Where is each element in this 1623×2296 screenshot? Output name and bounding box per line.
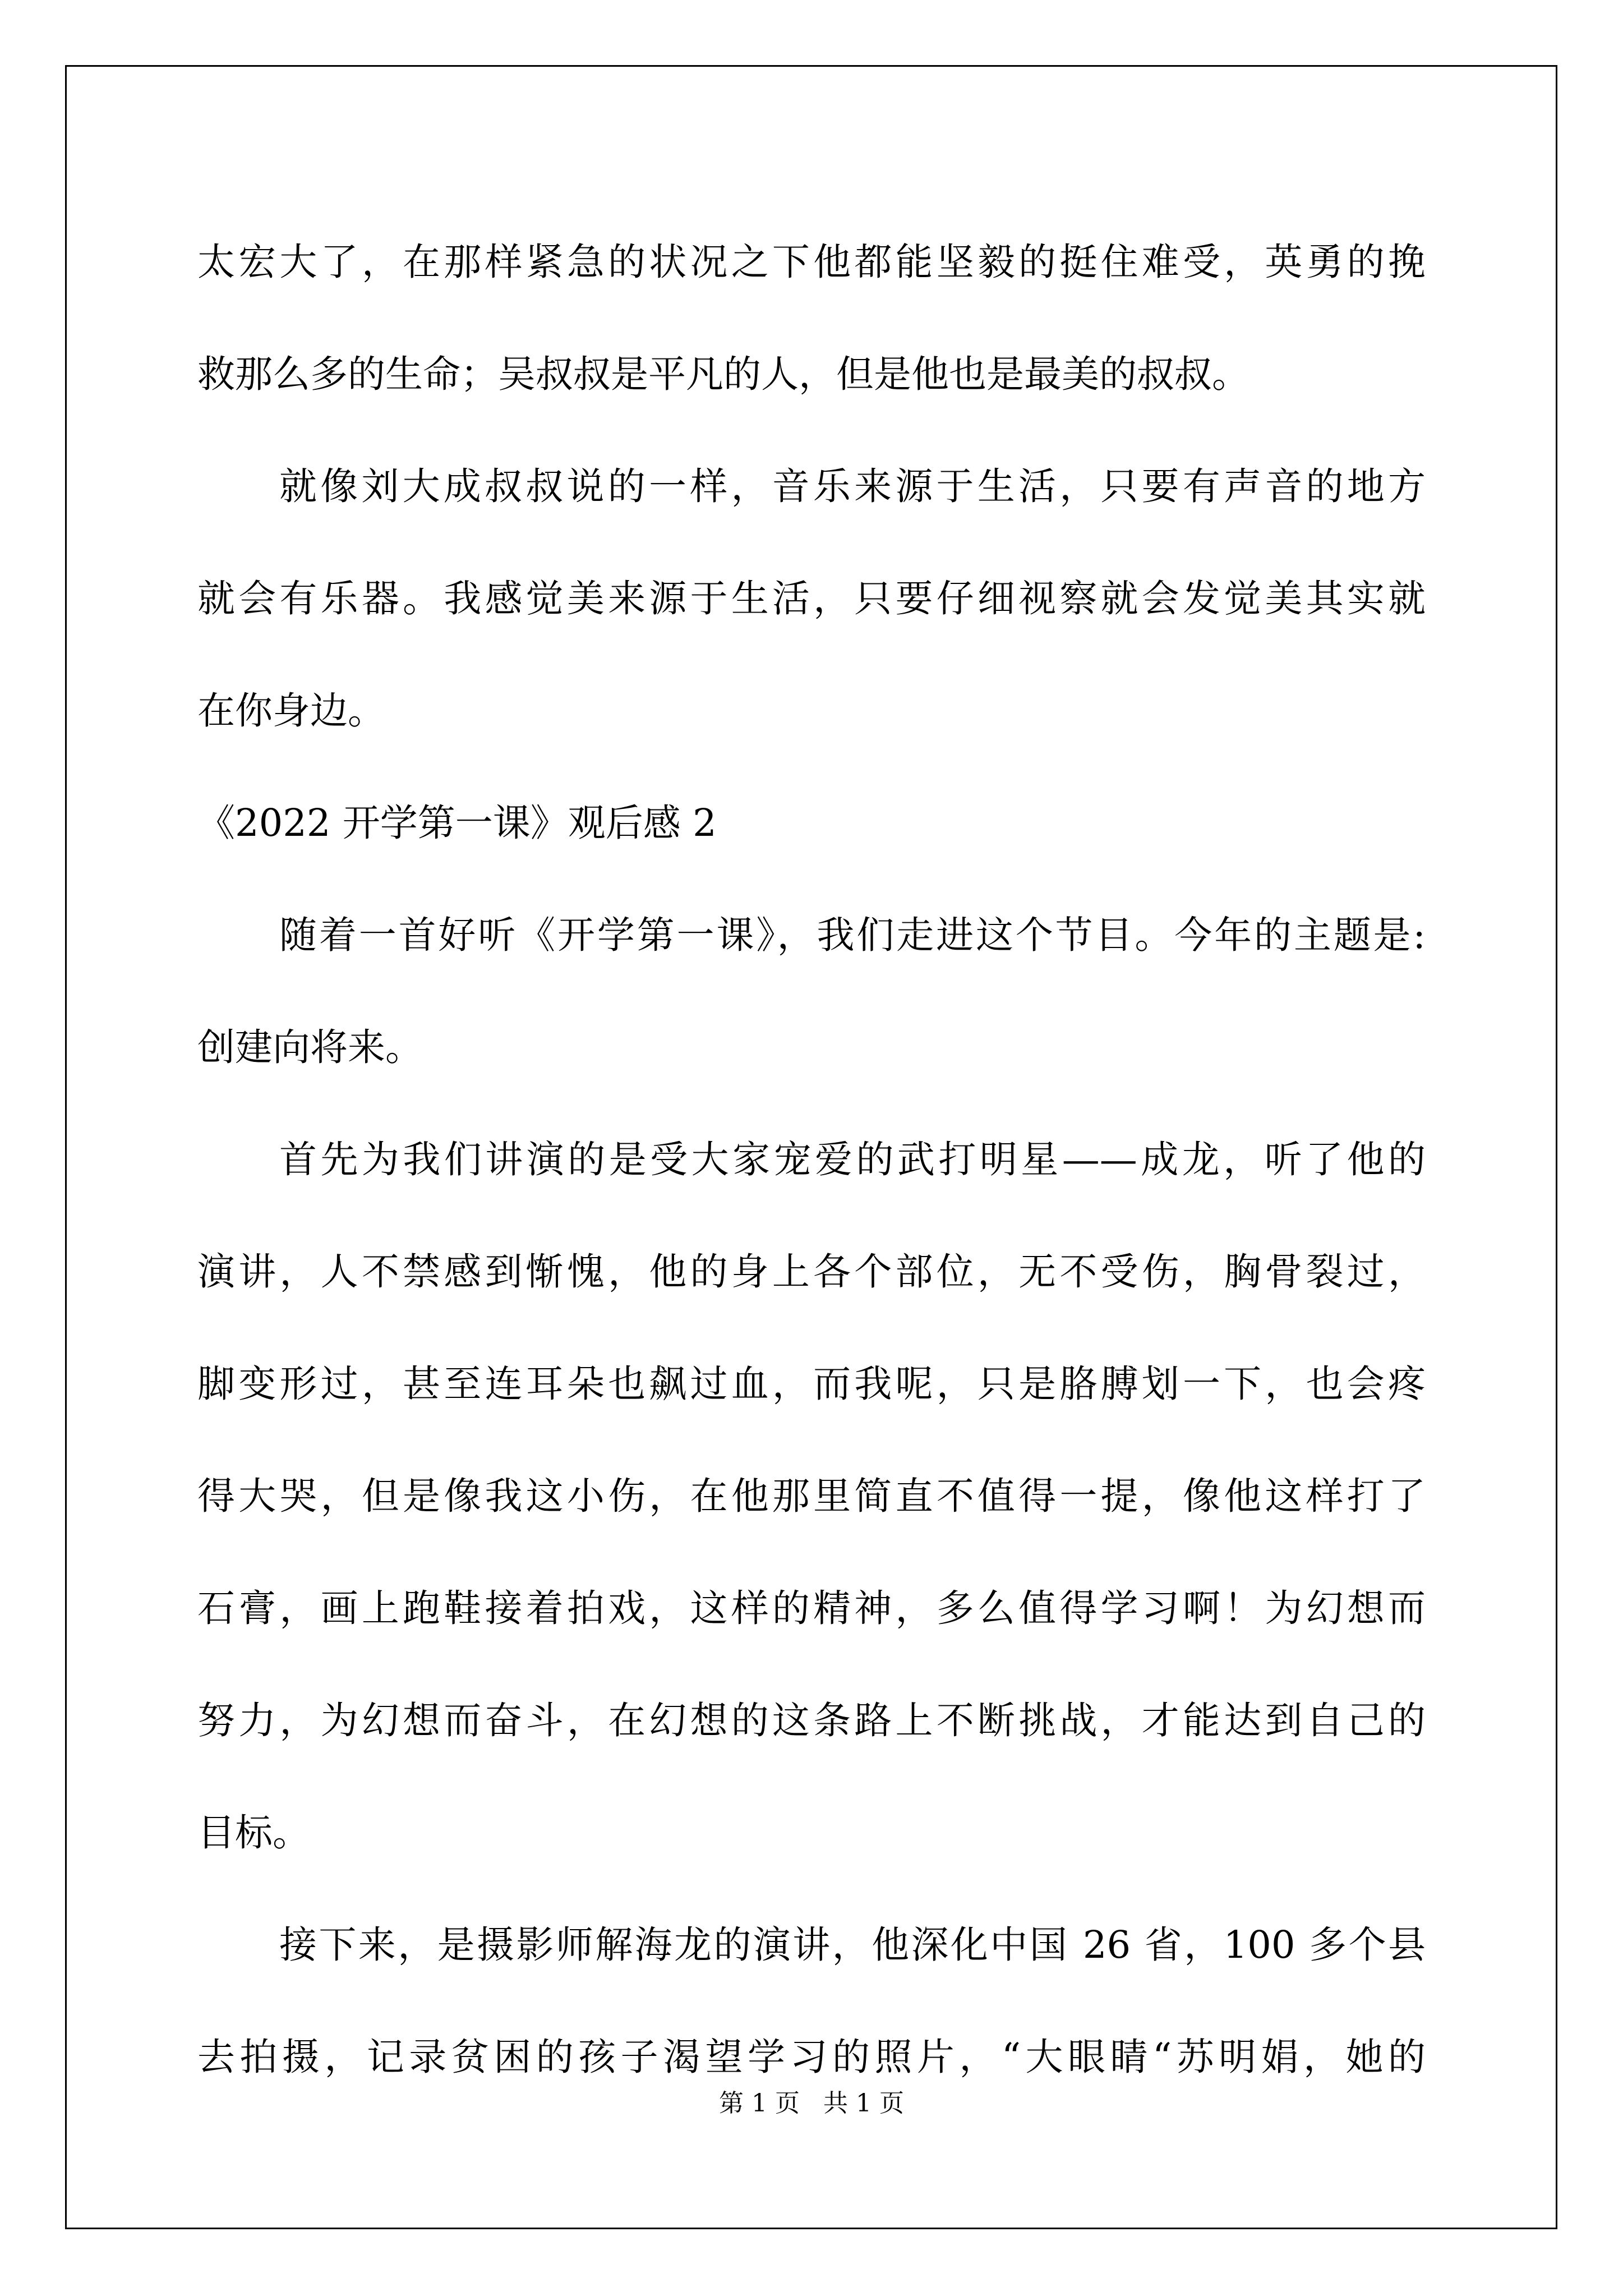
- text-line: 就会有乐器。我感觉美来源于生活，只要仔细视察就会发觉美其实就: [197, 577, 1426, 620]
- paragraph: [197, 206, 1426, 430]
- text-line: 随着一首好听《开学第一课》，我们走进这个节目。今年的主题是:: [279, 913, 1426, 957]
- text-line: 创建向将来。: [197, 1025, 423, 1069]
- text-line: 首先为我们讲演的是受大家宠爱的武打明星——成龙，听了他的: [279, 1138, 1426, 1181]
- text-line: 接下来，是摄影师解海龙的演讲，他深化中国 26 省，100 多个县: [279, 1923, 1426, 1967]
- text-line: 脚变形过，甚至连耳朵也飙过血，而我呢，只是胳膊划一下，也会疼: [197, 1362, 1426, 1406]
- text-line: 救那么多的生命；吴叔叔是平凡的人，但是他也是最美的叔叔。: [197, 352, 1249, 396]
- text-line: 就像刘大成叔叔说的一样，音乐来源于生活，只要有声音的地方: [279, 464, 1426, 508]
- text-line: 努力，为幻想而奋斗，在幻想的这条路上不断挑战，才能达到自己的: [197, 1699, 1426, 1742]
- text-line: 在你身边。: [197, 689, 385, 733]
- text-line: 演讲，人不禁感到惭愧，他的身上各个部位，无不受伤，胸骨裂过，: [197, 1250, 1426, 1294]
- text-line: 目标。: [197, 1811, 310, 1855]
- paragraph: [197, 1889, 1426, 2113]
- text-line: 得大哭，但是像我这小伤，在他那里简直不值得一提，像他这样打了: [197, 1474, 1426, 1518]
- paragraph: [197, 430, 1426, 767]
- paragraph: [197, 1103, 1426, 1889]
- text-line: 去拍摄，记录贫困的孩子渴望学习的照片，“大眼睛“苏明娟，她的: [197, 2035, 1426, 2079]
- section-heading: 《2022 开学第一课》观后感 2: [197, 801, 717, 845]
- document-body: [197, 206, 1426, 2113]
- paragraph: [197, 879, 1426, 1103]
- page-footer: 第 1 页 共 1 页: [719, 2089, 904, 2118]
- text-line: 太宏大了，在那样紧急的状况之下他都能坚毅的挺住难受，英勇的挽: [197, 240, 1426, 284]
- text-line: 石膏，画上跑鞋接着拍戏，这样的精神，多么值得学习啊！为幻想而: [197, 1586, 1426, 1630]
